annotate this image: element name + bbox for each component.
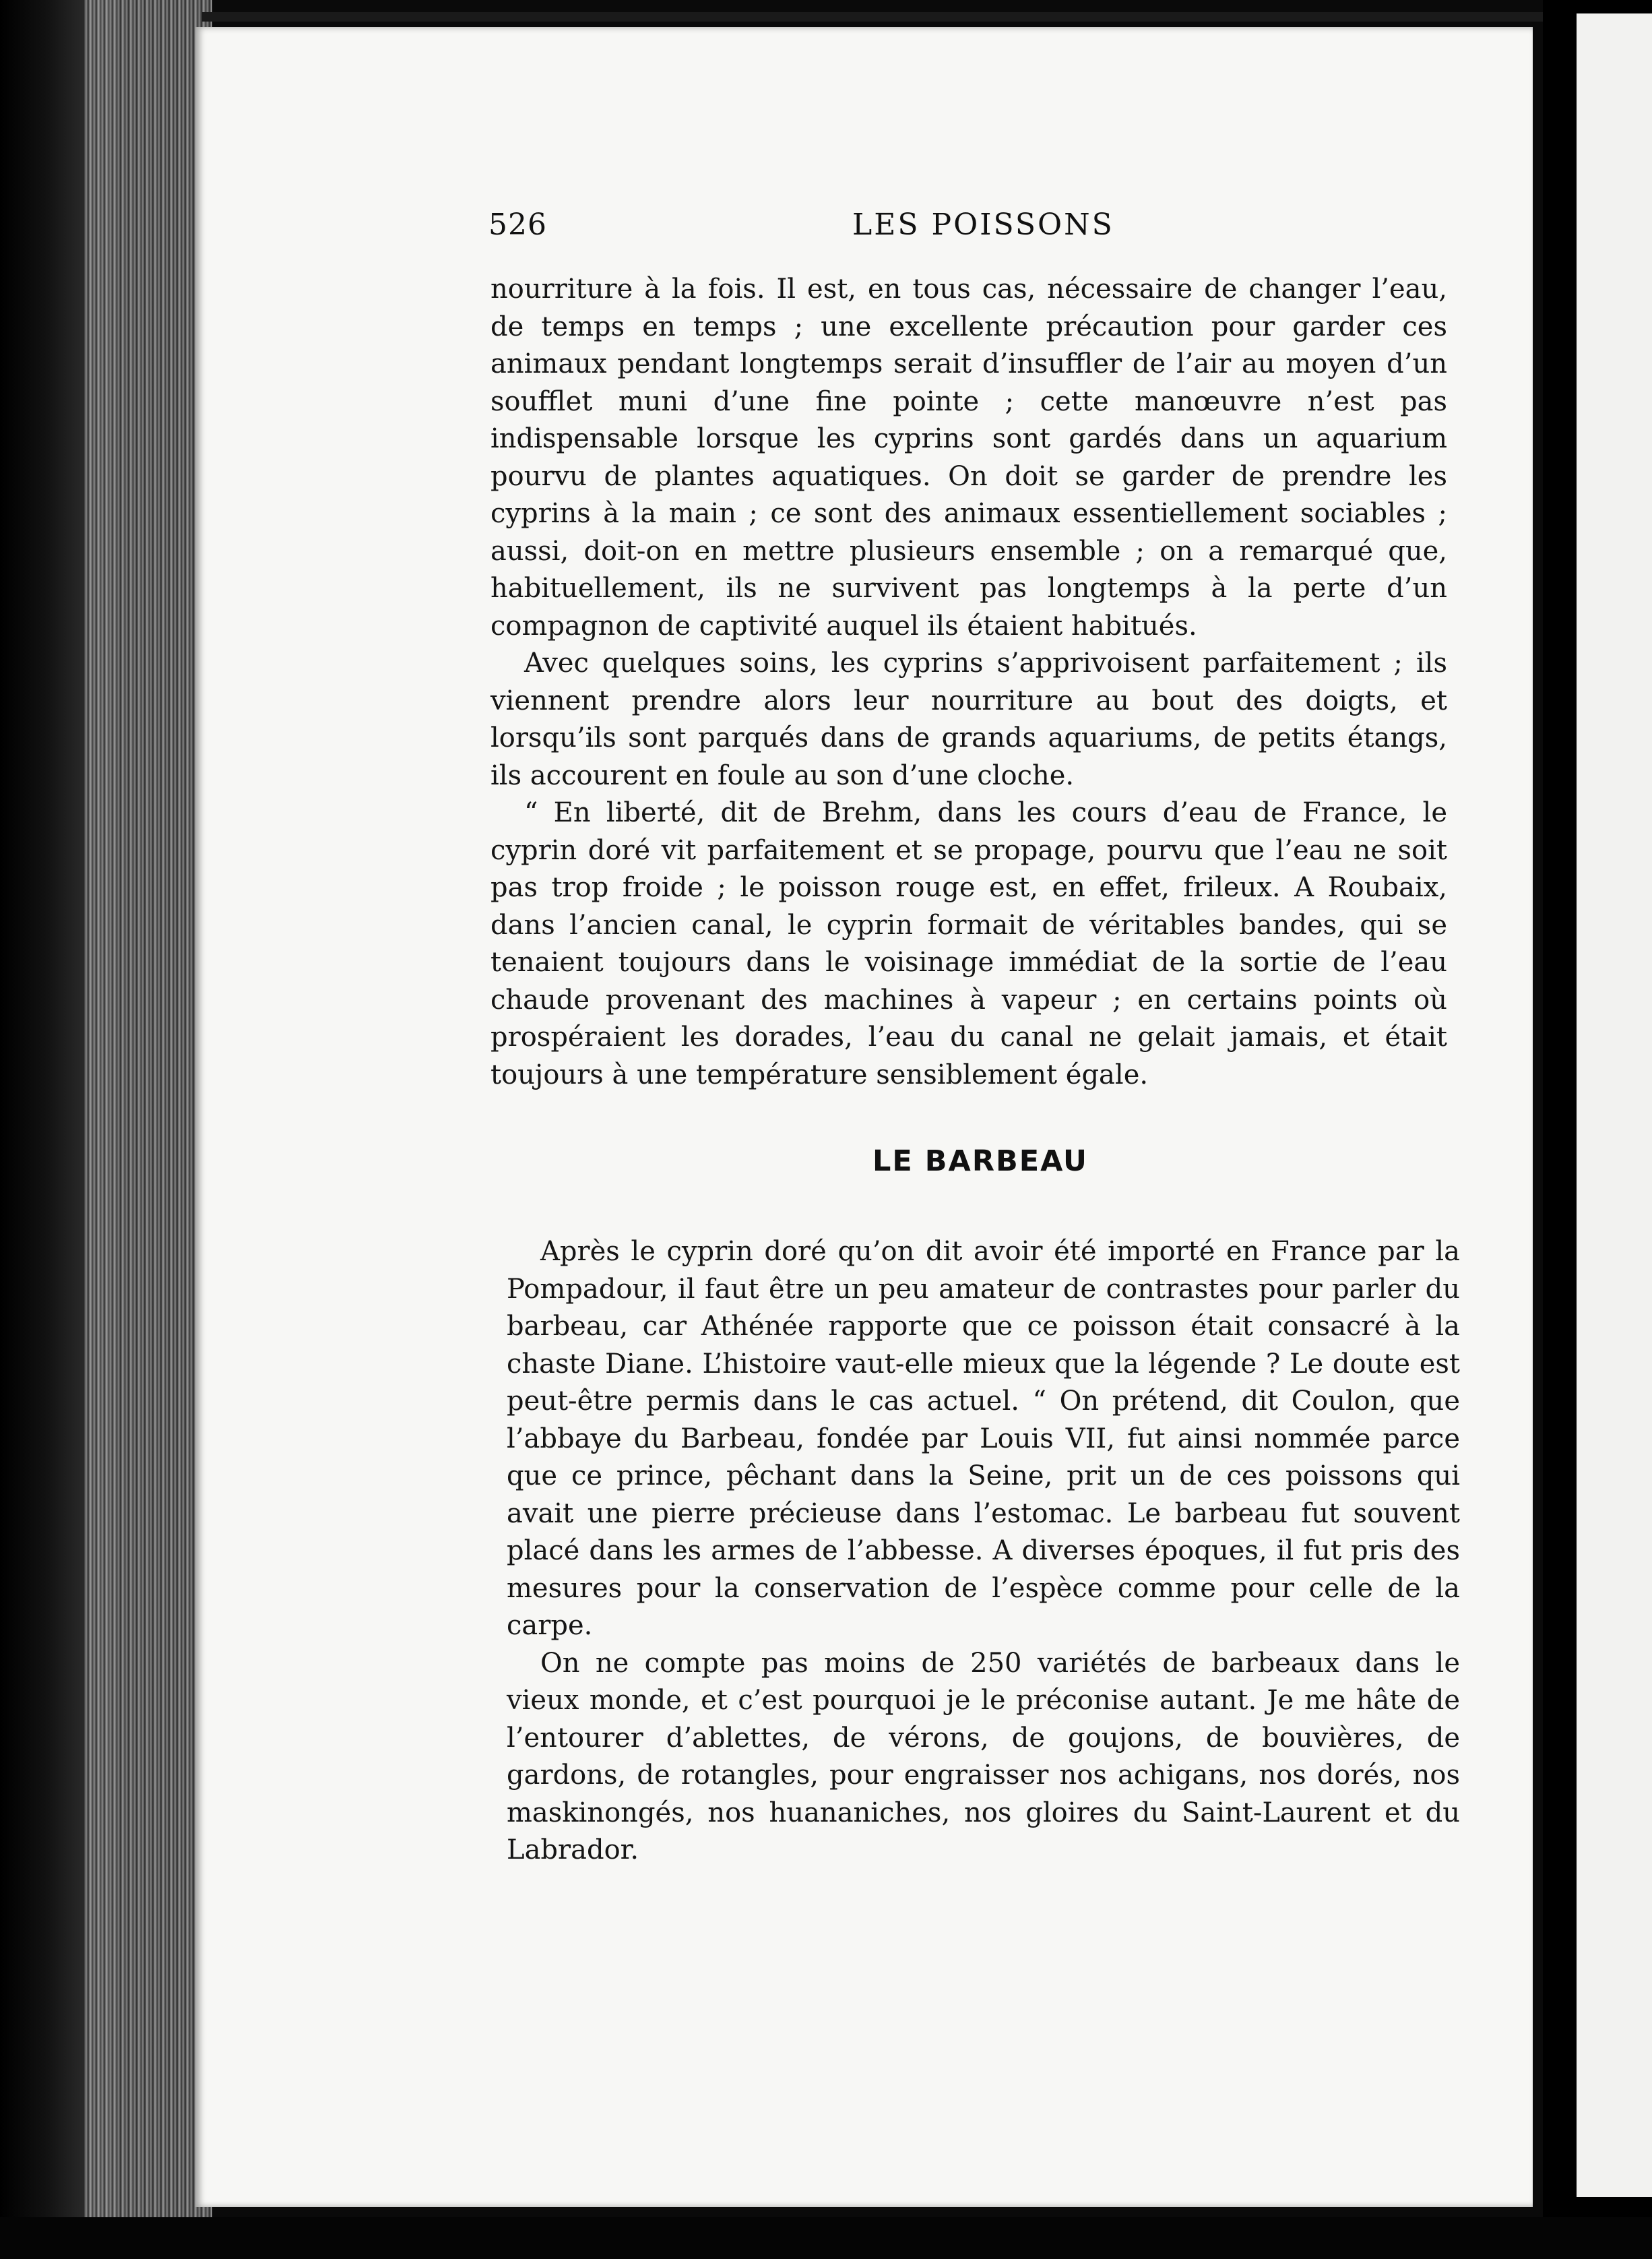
paragraph: “ En liberté, dit de Brehm, dans les cours d’eau de France, le cyprin doré vit parfaitement et se propage, pourvu que l’eau ne soit pas trop froide ; le poisson rouge est, en effet, frileux. A Roubaix, dans l’ancien canal, le cyprin formait de véritables bandes, qui se tenaient toujours dans le voisinage immédiat de la sortie de l’eau chaude provenant des machines à vapeur ; en certains points où prospéraient les dorades, l’eau du canal ne gelait jamais, et était toujours à une température sensiblement égale. [490, 797, 1447, 1090]
running-title: LES POISSONS [852, 208, 1114, 242]
paragraph-continued: nourriture à la fois. Il est, en tous cas, nécessaire de changer l’eau, de temps en temps ; une excellente précaution pour garder ces animaux pendant longtemps serait d’insuffler de l’air au moyen d’un soufflet muni d’une fine pointe ; cette manœuvre n’est pas indispensable lorsque les cyprins sont gardés dans un aquarium pourvu de plantes aquatiques. On doit se garder de prendre les cyprins à la main ; ce sont des animaux essentiellement sociables ; aussi, doit-on en mettre plusieurs ensemble ; on a remarqué que, habituellement, ils ne survivent pas longtemps à la perte d’un compagnon de captivité auquel ils étaient habitués. [490, 274, 1447, 642]
page-number: 526 [488, 208, 547, 242]
section-body-text [507, 1233, 1460, 1869]
scan-border-bottom [0, 2217, 1652, 2259]
paragraph: Après le cyprin doré qu’on dit avoir été importé en France par la Pompadour, il faut être un peu amateur de contrastes pour parler du barbeau, car Athénée rapporte que ce poisson était consacré à la chaste Diane. L’histoire vaut-elle mieux que la légende ? Le doute est peut-être permis dans le cas actuel. “ On prétend, dit Coulon, que l’abbaye du Barbeau, fondée par Louis VII, fut ainsi nommée parce que ce prince, pêchant dans la Seine, prit un de ces poissons qui avait une pierre précieuse dans l’estomac. Le barbeau fut souvent placé dans les armes de l’abbesse. A diverses époques, il fut pris des mesures pour la conservation de l’espèce comme pour celle de la carpe. [507, 1236, 1460, 1641]
facing-page-edge [1577, 13, 1652, 2197]
paragraph: On ne compte pas moins de 250 variétés de barbeaux dans le vieux monde, et c’est pourquoi je le préconise autant. Je me hâte de l’entourer d’ablettes, de vérons, de goujons, de bouvières, de gardons, de rotangles, pour engraisser nos achigans, nos dorés, nos maskinongés, nos huananiches, nos gloires du Saint-Laurent et du Labrador. [507, 1647, 1460, 1865]
page-top-edge [202, 12, 1543, 22]
paragraph: Avec quelques soins, les cyprins s’apprivoisent parfaitement ; ils viennent prendre alors leur nourriture au bout des doigts, et lorsqu’ils sont parqués dans de grands aquariums, de petits étangs, ils accourent en foule au son d’une cloche. [490, 648, 1447, 791]
running-header [488, 208, 1459, 248]
book-page-edges [84, 0, 212, 2259]
body-text [490, 271, 1447, 1094]
section-heading: LE BARBEAU [872, 1144, 1088, 1178]
